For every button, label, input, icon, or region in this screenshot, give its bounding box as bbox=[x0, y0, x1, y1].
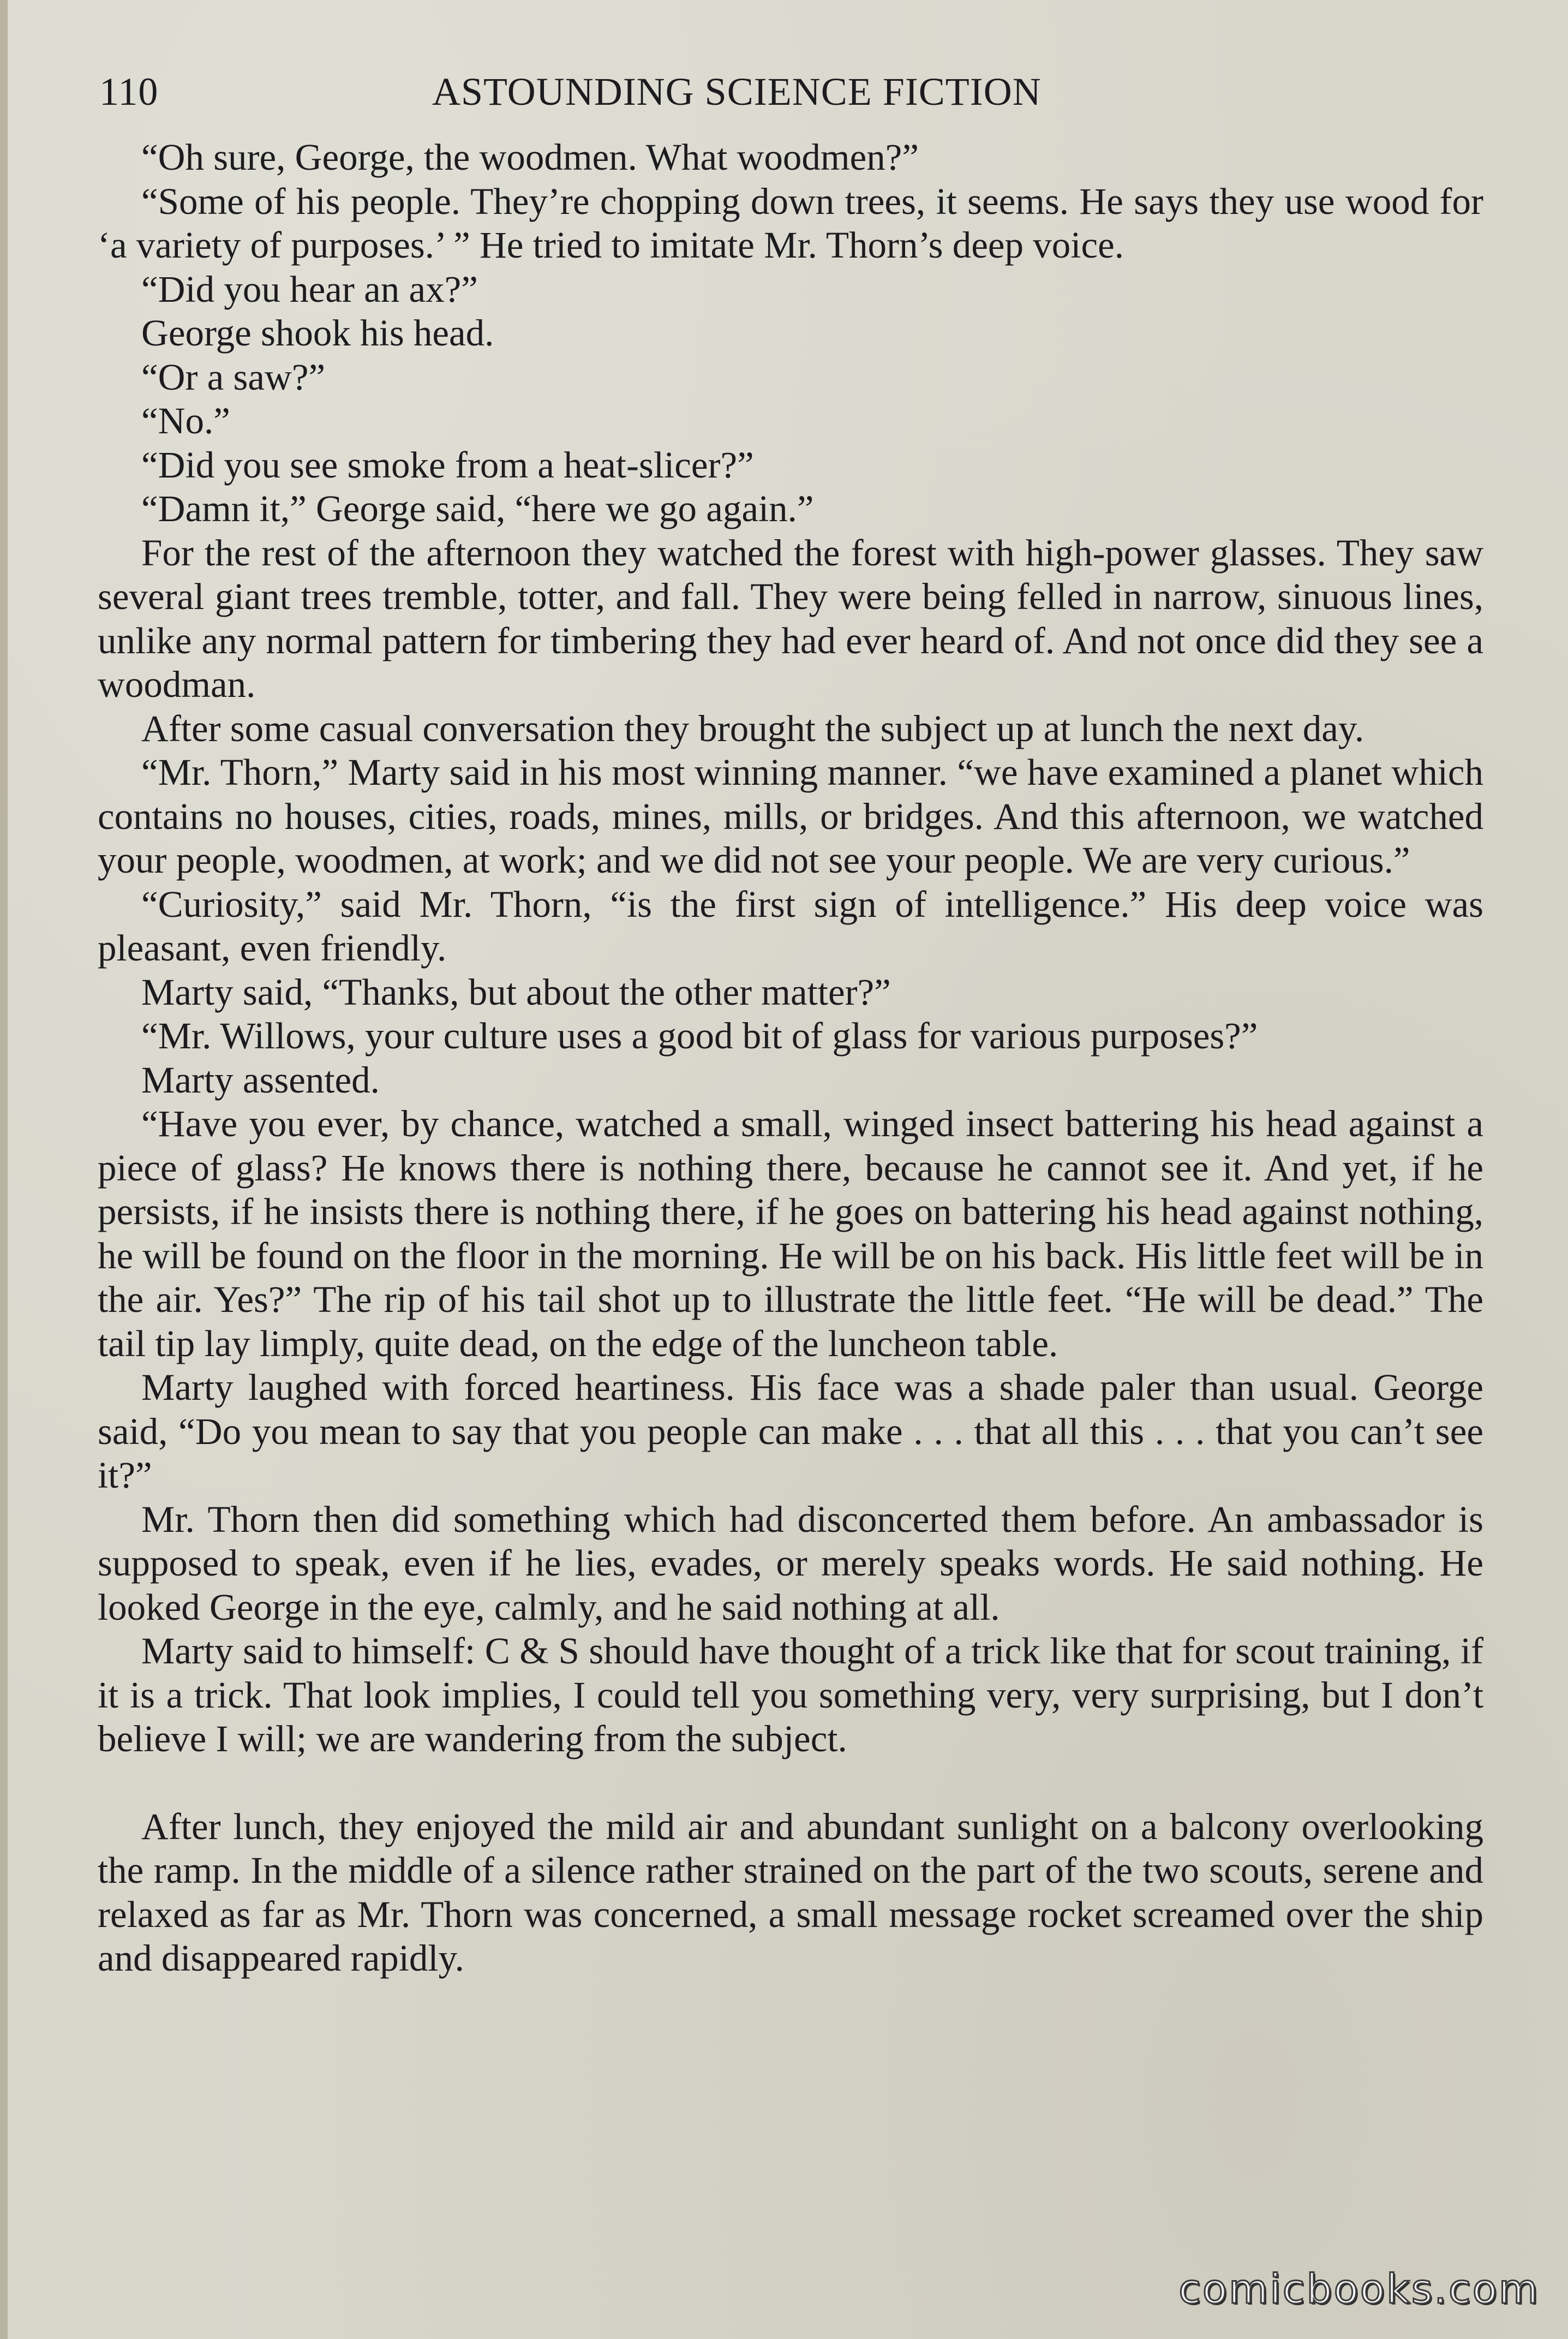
paragraph: Marty said, “Thanks, but about the other matter?” bbox=[141, 971, 891, 1013]
paragraph: Marty assented. bbox=[141, 1059, 380, 1101]
paragraph: George shook his head. bbox=[141, 312, 494, 354]
paragraph: “Oh sure, George, the woodmen. What woodmen?” bbox=[141, 136, 919, 178]
page-header bbox=[99, 64, 1152, 119]
body-text bbox=[98, 135, 1483, 1980]
paragraph: Marty said to himself: C & S should have thought of a trick like that for scout training, if it is a trick. That look implies, I could tell you something very, very surprising, but I don’t believe I will; we are wandering from the subject. bbox=[98, 1630, 1483, 1759]
paragraph: “Mr. Thorn,” Marty said in his most winning manner. “we have examined a planet which contains no houses, cities, roads, mines, mills, or bridges. And this afternoon, we watched your people, woodmen, at work; and we did not see your people. We are very curious.” bbox=[98, 751, 1483, 881]
page-number: 110 bbox=[99, 70, 159, 114]
watermark: comicbooks.com bbox=[1178, 2266, 1540, 2313]
paragraph: Marty laughed with forced heartiness. His face was a shade paler than usual. George said, “Do you mean to say that you people can make . . . that all this . . . that you can’t see it?” bbox=[98, 1367, 1483, 1496]
paragraph: For the rest of the afternoon they watched the forest with high-power glasses. They saw several giant trees tremble, totter, and fall. They were being felled in narrow, sinuous lines, unlike any normal pattern for timbering they had ever heard of. And not once did they see a woodman. bbox=[98, 532, 1483, 705]
paragraph: “Mr. Willows, your culture uses a good bit of glass for various purposes?” bbox=[141, 1015, 1258, 1057]
paragraph: “Curiosity,” said Mr. Thorn, “is the first sign of intelligence.” His deep voice was pleasant, even friendly. bbox=[98, 883, 1483, 969]
paragraph: After some casual conversation they brought the subject up at lunch the next day. bbox=[141, 707, 1364, 749]
paragraph: Mr. Thorn then did something which had disconcerted them before. An ambassador is supposed to speak, even if he lies, evades, or merely speaks words. He said nothing. He looked George in the eye, calmly, and he said nothing at all. bbox=[98, 1498, 1483, 1628]
paragraph: “Did you see smoke from a heat-slicer?” bbox=[141, 444, 754, 486]
paragraph: “No.” bbox=[141, 400, 230, 441]
paragraph: “Or a saw?” bbox=[141, 356, 326, 398]
running-head: ASTOUNDING SCIENCE FICTION bbox=[432, 70, 1042, 114]
paragraph: “Damn it,” George said, “here we go again.” bbox=[141, 488, 814, 529]
paragraph: “Have you ever, by chance, watched a small, winged insect battering his head against a piece of glass? He knows there is nothing there, because he cannot see it. And yet, if he persists, if he insists there is nothing there, if he goes on battering his head against nothing, he will be found on the floor in the morning. He will be on his back. His little feet will be in the air. Yes?” The rip of his tail shot up to illustrate the little feet. “He will be dead.” The tail tip lay limply, quite dead, on the edge of the luncheon table. bbox=[98, 1103, 1483, 1364]
paragraph: After lunch, they enjoyed the mild air and abundant sunlight on a balcony overlooking the ramp. In the middle of a silence rather strained on the part of the two scouts, serene and relaxed as far as Mr. Thorn was concerned, a small message rocket screamed over the ship and disappeared rapidly. bbox=[98, 1805, 1483, 1979]
paragraph: “Did you hear an ax?” bbox=[141, 268, 478, 310]
paragraph: “Some of his people. They’re chopping down trees, it seems. He says they use wood for ‘a variety of purposes.’ ” He tried to imitate Mr. Thorn’s deep voice. bbox=[98, 180, 1483, 266]
